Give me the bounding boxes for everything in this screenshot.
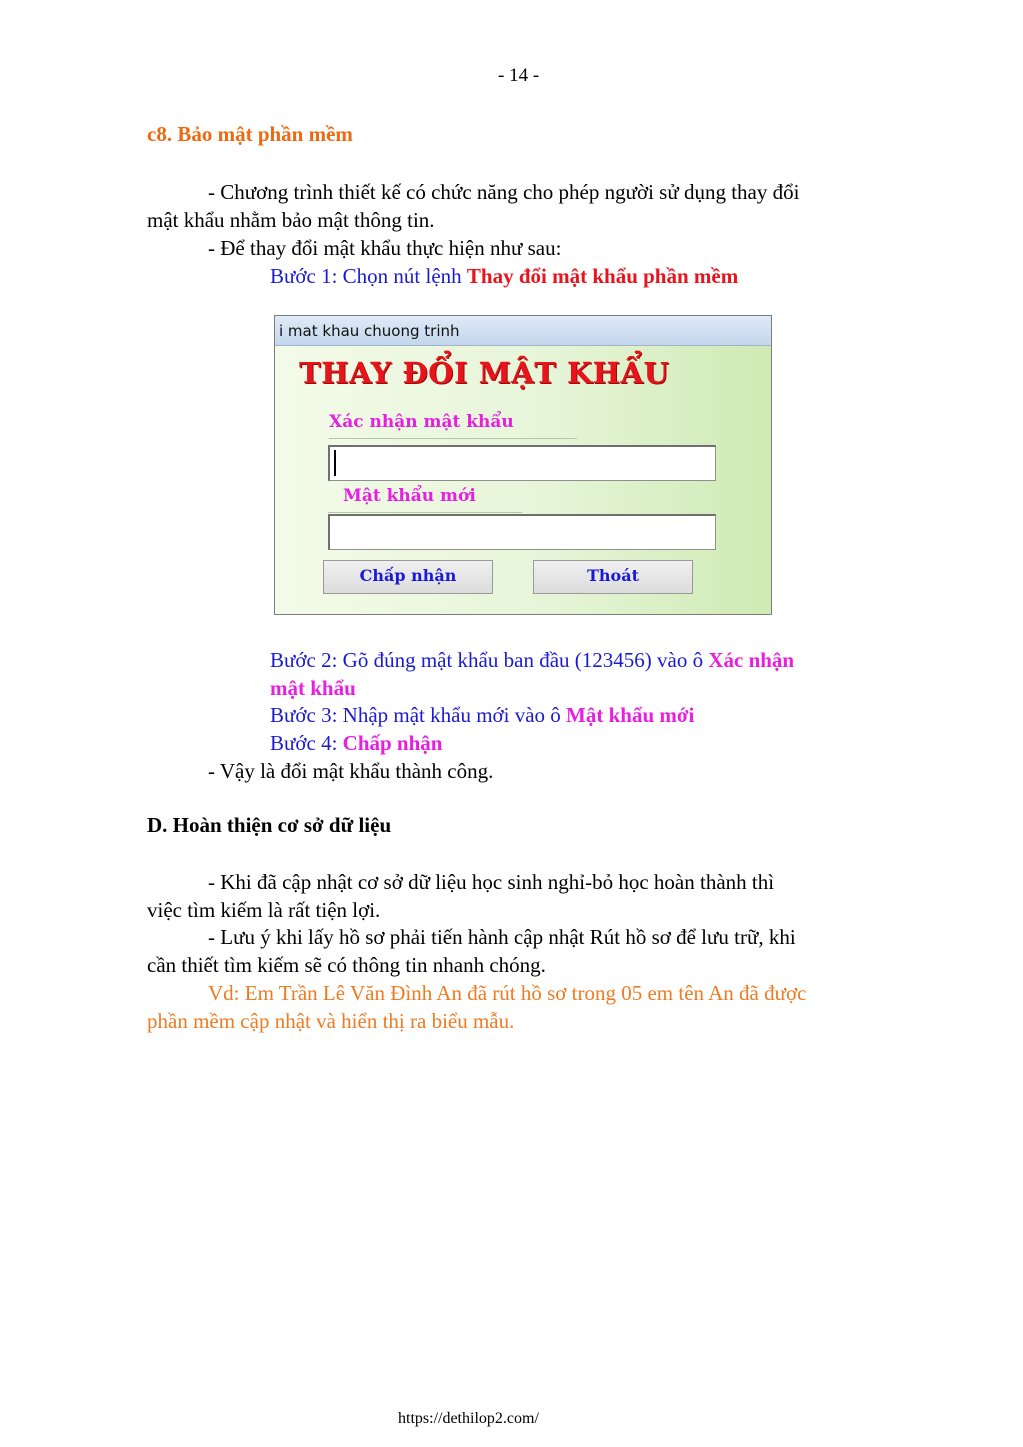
- step2-prefix: Bước 2: Gõ đúng mật khẩu ban đầu (123456) vào ô: [270, 648, 709, 672]
- step4-emphasis: Chấp nhận: [342, 731, 443, 755]
- step4-line: [270, 729, 442, 757]
- section-c8-heading: c8. Bảo mật phần mềm: [147, 122, 353, 146]
- c8-para1-line2: mật khẩu nhằm bảo mật thông tin.: [147, 208, 435, 232]
- new-password-input[interactable]: [328, 514, 716, 550]
- new-password-label: Mật khẩu mới: [328, 486, 522, 513]
- c8-para1-line1: - Chương trình thiết kế có chức năng cho phép người sử dụng thay đổi: [208, 180, 800, 204]
- dialog-title-bar: i mat khau chuong trinh: [275, 316, 771, 346]
- accept-button[interactable]: Chấp nhận: [323, 560, 493, 594]
- step3-line: [270, 701, 694, 729]
- step2-emphasis-1: Xác nhận: [708, 648, 795, 672]
- step4-prefix: Bước 4:: [270, 731, 343, 755]
- d-para2-line2: cần thiết tìm kiếm sẽ có thông tin nhanh chóng.: [147, 953, 546, 977]
- step2-emphasis-2: mật khẩu: [270, 676, 356, 700]
- page-number: - 14 -: [498, 65, 540, 86]
- confirm-password-label: Xác nhận mật khẩu: [329, 412, 577, 439]
- d-para1-line1: - Khi đã cập nhật cơ sở dữ liệu học sinh nghỉ-bỏ học hoàn thành thì: [208, 870, 775, 894]
- step2-line: [270, 646, 794, 674]
- conclusion: - Vậy là đổi mật khẩu thành công.: [208, 759, 494, 783]
- example-line2: phần mềm cập nhật và hiển thị ra biểu mẫu.: [147, 1009, 515, 1033]
- step3-prefix: Bước 3: Nhập mật khẩu mới vào ô: [270, 703, 567, 727]
- d-para1-line2: việc tìm kiếm là rất tiện lợi.: [147, 898, 381, 922]
- c8-para2: - Để thay đổi mật khẩu thực hiện như sau:: [208, 236, 562, 260]
- footer-url[interactable]: https://dethilop2.com/: [398, 1410, 539, 1427]
- confirm-password-input[interactable]: [328, 445, 716, 481]
- dialog-heading: THAY ĐỔI MẬT KHẨU: [299, 356, 670, 390]
- exit-button[interactable]: Thoát: [533, 560, 693, 594]
- change-password-dialog: [274, 315, 772, 615]
- step3-emphasis: Mật khẩu mới: [566, 703, 695, 727]
- example-line1: Vd: Em Trần Lê Văn Đình An đã rút hồ sơ trong 05 em tên An đã được: [208, 981, 807, 1005]
- step1-line: [270, 262, 738, 290]
- text-caret: [334, 450, 336, 476]
- step1-prefix: Bước 1: Chọn nút lệnh: [270, 264, 467, 288]
- d-para2-line1: - Lưu ý khi lấy hồ sơ phải tiến hành cập nhật Rút hồ sơ để lưu trữ, khi: [208, 925, 796, 949]
- section-d-heading: D. Hoàn thiện cơ sở dữ liệu: [147, 813, 392, 837]
- step1-emphasis: Thay đổi mật khẩu phần mềm: [466, 264, 739, 288]
